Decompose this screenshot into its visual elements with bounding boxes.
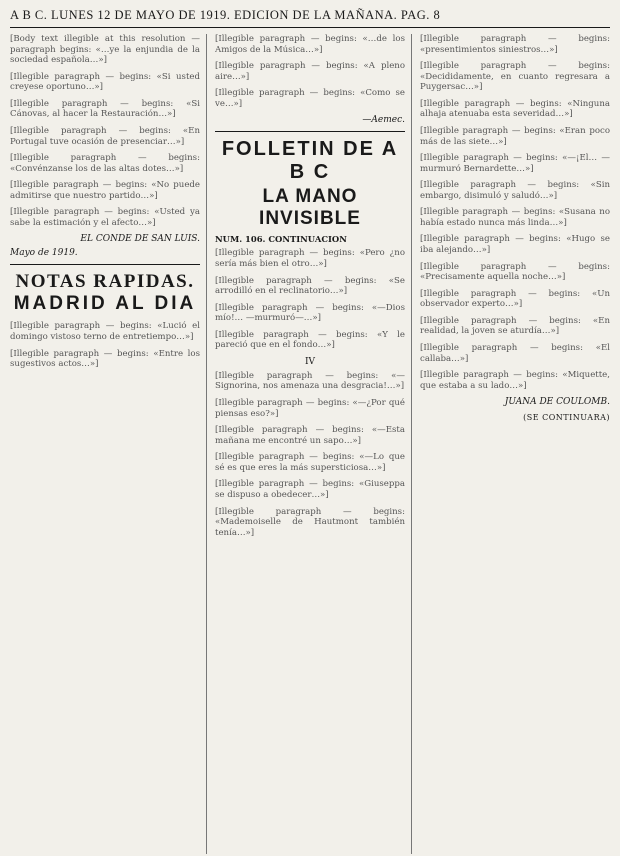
article-signature: —Aemec. bbox=[362, 115, 405, 126]
novel-paragraph: [Illegible paragraph — begins: «Hugo se iba alejando…»] bbox=[420, 234, 610, 255]
article-paragraph: [Illegible paragraph — begins: «A pleno aire…»] bbox=[215, 61, 405, 82]
novel-paragraph: [Illegible paragraph — begins: «Pero ¿no sería más bien el otro…»] bbox=[215, 248, 405, 269]
letter-dateline: Mayo de 1919. bbox=[10, 248, 78, 259]
installment-number: NUM. 106. CONTINUACION bbox=[215, 234, 347, 245]
column-3 bbox=[420, 34, 610, 854]
article-paragraph: [Illegible paragraph — begins: «Como se ve…»] bbox=[215, 88, 405, 109]
novel-paragraph: [Illegible paragraph — begins: «—¡El… —murmuró Bernardette…»] bbox=[420, 153, 610, 174]
madrid-paragraph: [Illegible paragraph — begins: «Lució el domingo vistoso terno de entretiempo…»] bbox=[10, 321, 200, 342]
novel-paragraph: [Illegible paragraph — begins: «—Dios mío!… —murmuró—…»] bbox=[215, 302, 405, 324]
madrid-paragraph: [Illegible paragraph — begins: «Entre los sugestivos actos…»] bbox=[10, 348, 200, 370]
divider bbox=[215, 131, 405, 132]
letter-paragraph: [Illegible paragraph — begins: «Convénzanse los de las altas dotes…»] bbox=[10, 153, 200, 174]
novel-paragraph: [Illegible paragraph — begins: «El callaba…»] bbox=[420, 342, 610, 364]
section-heading-notas: NOTAS RAPIDAS. bbox=[15, 271, 195, 293]
chapter-number: IV bbox=[304, 356, 316, 367]
novel-paragraph: [Illegible paragraph — begins: «Precisamente aquella noche…»] bbox=[420, 261, 610, 283]
dialogue-paragraph: [Illegible paragraph — begins: «Giuseppa se dispuso a obedecer…»] bbox=[215, 479, 405, 500]
dialogue-paragraph: [Illegible paragraph — begins: «—Lo que sé es que eres la más supersticiosa…»] bbox=[215, 452, 405, 473]
divider bbox=[10, 264, 200, 265]
letter-paragraph: [Illegible paragraph — begins: «En Portugal tuve ocasión de presenciar…»] bbox=[10, 125, 200, 147]
dialogue-paragraph: [Illegible paragraph — begins: «—Signorina, nos amenaza una desgracia!…»] bbox=[215, 370, 405, 392]
dialogue-paragraph: [Illegible paragraph — begins: «—¿Por qué piensas eso?»] bbox=[215, 398, 405, 419]
novel-paragraph: [Illegible paragraph — begins: «presentimientos siniestros…»] bbox=[420, 34, 610, 55]
novel-paragraph: [Illegible paragraph — begins: «Se arrodilló en el reclinatorio…»] bbox=[215, 275, 405, 297]
novel-title: LA MANO INVISIBLE bbox=[259, 186, 361, 230]
letter-opening: [Body text illegible at this resolution — paragraph begins: «…ye la enjundia de la sociedad española…»] bbox=[10, 34, 200, 66]
section-heading-madrid: MADRID AL DIA bbox=[13, 293, 197, 315]
letter-paragraph: [Illegible paragraph — begins: «Si Cánovas, al hacer la Restauración…»] bbox=[10, 98, 200, 120]
dialogue-paragraph: [Illegible paragraph — begins: «—Esta mañana me encontré un sapo…»] bbox=[215, 425, 405, 446]
letter-paragraph: [Illegible paragraph — begins: «No puede admitirse que nuestro partido…»] bbox=[10, 180, 200, 201]
article-paragraph: [Illegible paragraph — begins: «…de los Amigos de la Música…»] bbox=[215, 34, 405, 55]
running-header bbox=[10, 8, 610, 28]
letter-signature: EL CONDE DE SAN LUIS. bbox=[80, 234, 200, 245]
novel-paragraph: [Illegible paragraph — begins: «En realidad, la joven se aturdía…»] bbox=[420, 315, 610, 337]
novel-paragraph: [Illegible paragraph — begins: «Sin embargo, disimuló y saludó…»] bbox=[420, 180, 610, 201]
letter-paragraph: [Illegible paragraph — begins: «Si usted creyese oportuno…»] bbox=[10, 71, 200, 93]
novel-paragraph: [Illegible paragraph — begins: «Miquette, que estaba a su lado…»] bbox=[420, 370, 610, 391]
section-heading-folletin: FOLLETIN DE A B C bbox=[221, 138, 399, 184]
dialogue-paragraph: [Illegible paragraph — begins: «Mademoiselle de Hautmont también tenía…»] bbox=[215, 506, 405, 538]
novel-author: JUANA DE COULOMB. bbox=[504, 397, 610, 408]
novel-paragraph: [Illegible paragraph — begins: «Un observador experto…»] bbox=[420, 288, 610, 310]
novel-paragraph: [Illegible paragraph — begins: «Eran poco más de las siete…»] bbox=[420, 125, 610, 147]
columns bbox=[10, 34, 610, 854]
column-2 bbox=[215, 34, 412, 854]
header-dateline: A B C. LUNES 12 DE MAYO DE 1919. EDICION DE LA MAÑANA. PAG. 8 bbox=[10, 8, 441, 22]
novel-paragraph: [Illegible paragraph — begins: «Y le pareció que en el fondo…»] bbox=[215, 329, 405, 351]
novel-paragraph: [Illegible paragraph — begins: «Susana no había estado nunca más linda…»] bbox=[420, 207, 610, 228]
column-1 bbox=[10, 34, 207, 854]
novel-paragraph: [Illegible paragraph — begins: «Ninguna alhaja atenuaba esta severidad…»] bbox=[420, 98, 610, 120]
novel-paragraph: [Illegible paragraph — begins: «Decididamente, en cuanto regresara a Puygersac…»] bbox=[420, 61, 610, 93]
letter-paragraph: [Illegible paragraph — begins: «Usted ya sabe la estimación y el afecto…»] bbox=[10, 207, 200, 228]
continuation-note: (SE CONTINUARA) bbox=[523, 413, 610, 423]
